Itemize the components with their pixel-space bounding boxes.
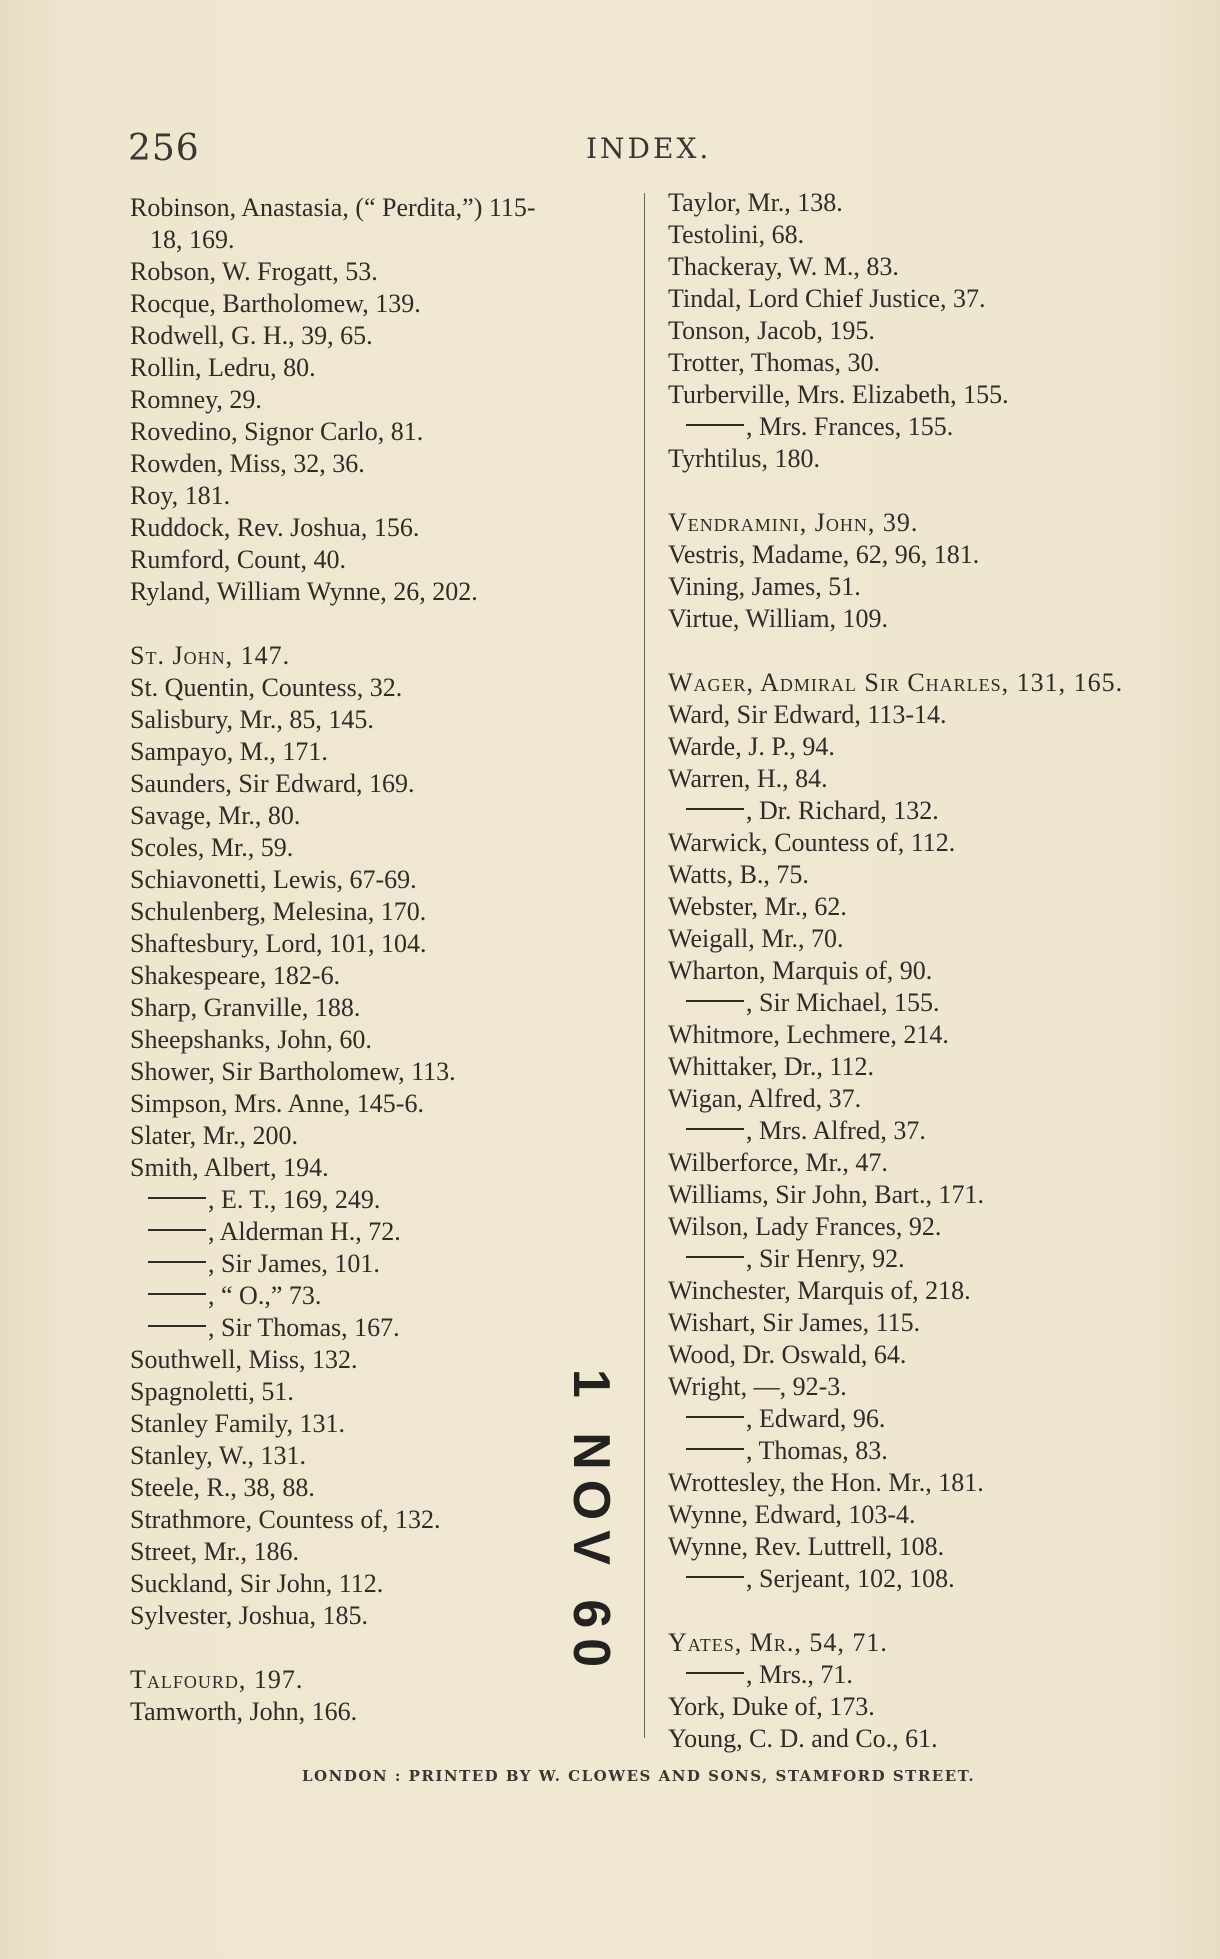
index-entry-text: Stanley, W., 131. [130, 1441, 306, 1470]
index-entry [668, 1691, 1188, 1723]
index-entry [668, 1083, 1188, 1115]
index-entry-text: Tyrhtilus, 180. [668, 444, 821, 473]
index-entry [668, 1659, 1188, 1691]
index-entry-text: Sylvester, Joshua, 185. [130, 1601, 368, 1630]
index-entry-text: Vestris, Madame, 62, 96, 181. [668, 540, 980, 569]
index-entry-text: 18, 169. [150, 225, 235, 254]
index-entry [130, 256, 640, 288]
index-entry [668, 1115, 1188, 1147]
index-entry [130, 288, 640, 320]
index-entry [130, 576, 640, 608]
index-entry [130, 480, 640, 512]
index-entry [668, 379, 1188, 411]
index-entry-text: Strathmore, Countess of, 132. [130, 1505, 441, 1534]
ditto-dash [686, 1576, 744, 1578]
column-divider [644, 193, 645, 1738]
index-entry [130, 1152, 640, 1184]
index-entry [130, 192, 640, 224]
index-entry [668, 347, 1188, 379]
index-entry [668, 571, 1188, 603]
index-entry-text: Yates, Mr., 54, 71. [668, 1628, 888, 1657]
index-entry [668, 1019, 1188, 1051]
index-entry-text: Street, Mr., 186. [130, 1537, 299, 1566]
library-date-stamp [562, 1368, 620, 1678]
index-entry [668, 315, 1188, 347]
index-entry [668, 539, 1188, 571]
index-entry-text: Warde, J. P., 94. [668, 732, 835, 761]
index-entry [668, 219, 1188, 251]
index-entry-text: Savage, Mr., 80. [130, 801, 301, 830]
index-entry [668, 987, 1188, 1019]
index-entry [130, 448, 640, 480]
index-entry [130, 1280, 640, 1312]
stamp-text: 1 NOV 60 [562, 1368, 620, 1678]
index-entry [668, 1275, 1188, 1307]
index-entry-text: Ward, Sir Edward, 113-14. [668, 700, 947, 729]
index-entry-text: Slater, Mr., 200. [130, 1121, 298, 1150]
index-entry-text: Rocque, Bartholomew, 139. [130, 289, 421, 318]
index-entry-text: Webster, Mr., 62. [668, 892, 847, 921]
index-entry [130, 672, 640, 704]
index-entry-text: St. John, 147. [130, 641, 291, 670]
running-head: INDEX. [586, 132, 712, 165]
index-entry-text: Southwell, Miss, 132. [130, 1345, 358, 1374]
index-column-right [668, 187, 1188, 1755]
index-entry-text: Sheepshanks, John, 60. [130, 1025, 372, 1054]
index-entry [130, 512, 640, 544]
index-entry [130, 704, 640, 736]
index-entry [668, 1499, 1188, 1531]
index-entry [130, 640, 640, 672]
index-entry-text: Wager, Admiral Sir Charles, 131, 165. [668, 668, 1124, 697]
index-entry [668, 1147, 1188, 1179]
index-entry-text: Tonson, Jacob, 195. [668, 316, 875, 345]
index-entry-text: , Dr. Richard, 132. [746, 796, 939, 825]
index-entry [668, 1467, 1188, 1499]
index-entry [668, 1339, 1188, 1371]
index-entry [130, 864, 640, 896]
index-entry [668, 187, 1188, 219]
index-entry [130, 768, 640, 800]
index-entry-text: Rodwell, G. H., 39, 65. [130, 321, 373, 350]
index-entry-text: Whittaker, Dr., 112. [668, 1052, 874, 1081]
index-entry [668, 955, 1188, 987]
index-entry [668, 667, 1188, 699]
index-entry-text: Wright, —, 92-3. [668, 1372, 847, 1401]
index-entry-text: Scoles, Mr., 59. [130, 833, 294, 862]
index-entry [130, 1056, 640, 1088]
index-entry-text: , Mrs., 71. [746, 1660, 853, 1689]
index-entry [130, 416, 640, 448]
index-entry-text: Warren, H., 84. [668, 764, 828, 793]
index-entry [130, 896, 640, 928]
index-entry [130, 992, 640, 1024]
index-entry-text: York, Duke of, 173. [668, 1692, 875, 1721]
index-entry-text: Wynne, Edward, 103-4. [668, 1500, 916, 1529]
page-number: 256 [128, 128, 200, 169]
index-entry-text: , E. T., 169, 249. [208, 1185, 381, 1214]
index-entry-text: Steele, R., 38, 88. [130, 1473, 315, 1502]
index-entry-text: Rumford, Count, 40. [130, 545, 346, 574]
index-entry [130, 1024, 640, 1056]
index-entry-text: , Mrs. Alfred, 37. [746, 1116, 926, 1145]
index-entry [130, 928, 640, 960]
index-entry-text: Watts, B., 75. [668, 860, 809, 889]
index-entry-text: Sharp, Granville, 188. [130, 993, 361, 1022]
index-entry-text: Spagnoletti, 51. [130, 1377, 294, 1406]
index-entry-text: St. Quentin, Countess, 32. [130, 673, 403, 702]
index-entry [668, 763, 1188, 795]
index-entry-text: Schiavonetti, Lewis, 67-69. [130, 865, 417, 894]
index-entry-text: Rollin, Ledru, 80. [130, 353, 316, 382]
ditto-dash [148, 1229, 206, 1231]
ditto-dash [148, 1325, 206, 1327]
index-entry-text: , “ O.,” 73. [208, 1281, 322, 1310]
index-entry [668, 859, 1188, 891]
ditto-dash [686, 1000, 744, 1002]
index-entry [130, 1216, 640, 1248]
index-entry [668, 891, 1188, 923]
index-entry-text: Shaftesbury, Lord, 101, 104. [130, 929, 427, 958]
index-entry [668, 1307, 1188, 1339]
index-entry [668, 1723, 1188, 1755]
index-entry-text: Tamworth, John, 166. [130, 1697, 358, 1726]
index-entry-text: Wynne, Rev. Luttrell, 108. [668, 1532, 945, 1561]
index-entry [668, 1435, 1188, 1467]
index-entry [130, 736, 640, 768]
index-entry-text: Shakespeare, 182-6. [130, 961, 341, 990]
index-entry [668, 1243, 1188, 1275]
index-entry-text: Weigall, Mr., 70. [668, 924, 844, 953]
index-entry-text: Schulenberg, Melesina, 170. [130, 897, 427, 926]
index-entry-text: Virtue, William, 109. [668, 604, 889, 633]
index-entry-text: Wilberforce, Mr., 47. [668, 1148, 888, 1177]
index-entry-text: Robinson, Anastasia, (“ Perdita,”) 115- [130, 193, 536, 222]
index-entry [130, 320, 640, 352]
index-entry [668, 827, 1188, 859]
index-entry [668, 1403, 1188, 1435]
index-entry [668, 443, 1188, 475]
index-entry-text: Sampayo, M., 171. [130, 737, 328, 766]
index-entry-text: Thackeray, W. M., 83. [668, 252, 899, 281]
ditto-dash [686, 1672, 744, 1674]
index-entry [130, 224, 640, 256]
index-entry [668, 507, 1188, 539]
ditto-dash [148, 1293, 206, 1295]
index-entry-text: Suckland, Sir John, 112. [130, 1569, 384, 1598]
index-entry [130, 1184, 640, 1216]
index-entry-text: Tindal, Lord Chief Justice, 37. [668, 284, 986, 313]
ditto-dash [686, 424, 744, 426]
index-entry [668, 731, 1188, 763]
index-entry-text: Wood, Dr. Oswald, 64. [668, 1340, 907, 1369]
index-entry [130, 1120, 640, 1152]
index-entry [668, 1531, 1188, 1563]
index-entry-text: Talfourd, 197. [130, 1665, 304, 1694]
index-entry-text: , Alderman H., 72. [208, 1217, 401, 1246]
index-entry-text: Ryland, William Wynne, 26, 202. [130, 577, 478, 606]
index-entry-text: Vendramini, John, 39. [668, 508, 919, 537]
index-entry-text: Wilson, Lady Frances, 92. [668, 1212, 942, 1241]
index-entry [668, 1211, 1188, 1243]
index-entry-text: Wharton, Marquis of, 90. [668, 956, 933, 985]
index-entry-text: Young, C. D. and Co., 61. [668, 1724, 938, 1753]
index-entry-text: Shower, Sir Bartholomew, 113. [130, 1057, 456, 1086]
index-entry-text: Stanley Family, 131. [130, 1409, 345, 1438]
index-entry-text: Roy, 181. [130, 481, 231, 510]
index-entry-text: Robson, W. Frogatt, 53. [130, 257, 378, 286]
index-entry-text: Romney, 29. [130, 385, 262, 414]
ditto-dash [686, 1448, 744, 1450]
index-entry-text: Testolini, 68. [668, 220, 805, 249]
ditto-dash [148, 1197, 206, 1199]
index-entry [130, 1696, 640, 1728]
index-entry [130, 960, 640, 992]
index-entry-text: Simpson, Mrs. Anne, 145-6. [130, 1089, 424, 1118]
index-entry [130, 800, 640, 832]
index-entry [668, 1051, 1188, 1083]
printer-imprint: LONDON : PRINTED BY W. CLOWES AND SONS, STAMFORD STREET. [302, 1767, 976, 1785]
index-entry [130, 1312, 640, 1344]
index-entry-text: Ruddock, Rev. Joshua, 156. [130, 513, 420, 542]
index-entry-text: , Sir Thomas, 167. [208, 1313, 400, 1342]
index-entry [130, 1088, 640, 1120]
index-entry [130, 544, 640, 576]
index-entry-text: , Edward, 96. [746, 1404, 886, 1433]
index-entry-text: Wrottesley, the Hon. Mr., 181. [668, 1468, 984, 1497]
index-entry [668, 1627, 1188, 1659]
index-entry [668, 411, 1188, 443]
ditto-dash [686, 1416, 744, 1418]
index-entry [668, 1563, 1188, 1595]
index-entry-text: , Thomas, 83. [746, 1436, 888, 1465]
index-entry [130, 352, 640, 384]
index-entry-text: Taylor, Mr., 138. [668, 188, 843, 217]
ditto-dash [148, 1261, 206, 1263]
index-entry [668, 1371, 1188, 1403]
ditto-dash [686, 808, 744, 810]
index-entry [668, 1179, 1188, 1211]
index-entry-text: Trotter, Thomas, 30. [668, 348, 881, 377]
index-entry-text: Turberville, Mrs. Elizabeth, 155. [668, 380, 1009, 409]
index-entry [668, 283, 1188, 315]
index-entry [668, 699, 1188, 731]
index-entry-text: , Sir James, 101. [208, 1249, 380, 1278]
index-entry-text: Salisbury, Mr., 85, 145. [130, 705, 374, 734]
index-entry-text: Vining, James, 51. [668, 572, 861, 601]
index-entry [668, 923, 1188, 955]
index-entry-text: Winchester, Marquis of, 218. [668, 1276, 971, 1305]
index-entry-text: Wigan, Alfred, 37. [668, 1084, 862, 1113]
index-entry-text: Williams, Sir John, Bart., 171. [668, 1180, 984, 1209]
index-entry-text: , Serjeant, 102, 108. [746, 1564, 955, 1593]
index-entry-text: Rovedino, Signor Carlo, 81. [130, 417, 424, 446]
index-entry-text: , Sir Michael, 155. [746, 988, 940, 1017]
index-entry-text: Saunders, Sir Edward, 169. [130, 769, 415, 798]
index-entry [130, 1248, 640, 1280]
ditto-dash [686, 1256, 744, 1258]
index-entry [668, 603, 1188, 635]
index-entry [668, 251, 1188, 283]
index-entry-text: Rowden, Miss, 32, 36. [130, 449, 365, 478]
ditto-dash [686, 1128, 744, 1130]
index-entry-text: Wishart, Sir James, 115. [668, 1308, 921, 1337]
index-entry [130, 384, 640, 416]
index-entry [668, 795, 1188, 827]
index-entry-text: , Mrs. Frances, 155. [746, 412, 954, 441]
index-entry-text: Whitmore, Lechmere, 214. [668, 1020, 949, 1049]
index-entry-text: , Sir Henry, 92. [746, 1244, 905, 1273]
index-entry-text: Smith, Albert, 194. [130, 1153, 329, 1182]
index-entry-text: Warwick, Countess of, 112. [668, 828, 956, 857]
index-entry [130, 832, 640, 864]
